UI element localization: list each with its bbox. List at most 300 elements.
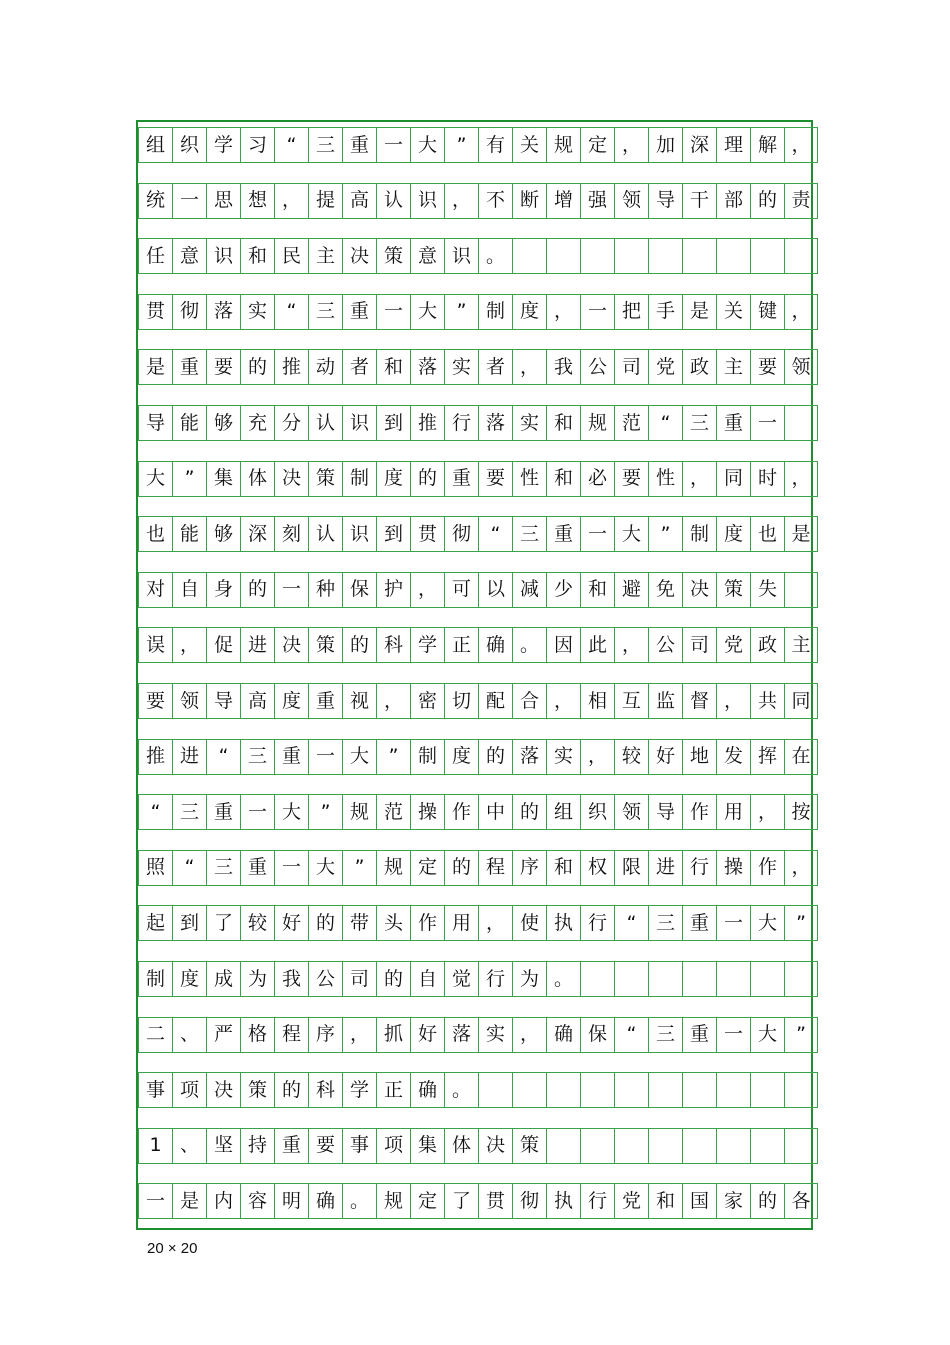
- grid-cell: 重: [682, 905, 716, 941]
- grid-cell: ，: [342, 1017, 376, 1053]
- grid-cell: 策: [376, 238, 410, 274]
- grid-cell: 度: [274, 683, 308, 719]
- grid-cell: 和: [376, 349, 410, 385]
- grid-cell: 决: [342, 238, 376, 274]
- grid-cell: 按: [784, 794, 818, 830]
- grid-cell: 使: [512, 905, 546, 941]
- grid-cell: 1: [138, 1128, 172, 1164]
- grid-cell: 实: [512, 405, 546, 441]
- grid-cell: 行: [580, 1183, 614, 1219]
- grid-cell: 序: [512, 850, 546, 886]
- grid-cell: ”: [342, 850, 376, 886]
- grid-cell: 识: [410, 183, 444, 219]
- grid-cell: 制: [138, 961, 172, 997]
- grid-cell: [512, 238, 546, 274]
- grid-cell: 重: [682, 1017, 716, 1053]
- grid-cell: 制: [342, 461, 376, 497]
- grid-cell: 免: [648, 572, 682, 608]
- grid-cell: 一: [274, 850, 308, 886]
- grid-cell: 身: [206, 572, 240, 608]
- grid-cell: 策: [240, 1072, 274, 1108]
- grid-cell: 度: [172, 961, 206, 997]
- grid-cell: 党: [716, 627, 750, 663]
- grid-cell: “: [648, 405, 682, 441]
- grid-cell: 规: [580, 405, 614, 441]
- grid-cell: 落: [444, 1017, 478, 1053]
- grid-cell: [546, 1072, 580, 1108]
- grid-cell: 的: [750, 1183, 784, 1219]
- grid-cell: [750, 238, 784, 274]
- grid-cell: 定: [410, 850, 444, 886]
- grid-cell: 的: [512, 794, 546, 830]
- grid-cell: 关: [512, 127, 546, 163]
- grid-cell: ，: [784, 127, 818, 163]
- grid-cell: 促: [206, 627, 240, 663]
- grid-cell: ”: [444, 294, 478, 330]
- grid-cell: 有: [478, 127, 512, 163]
- grid-cell: 习: [240, 127, 274, 163]
- grid-cell: 也: [138, 516, 172, 552]
- grid-cell: 大: [308, 850, 342, 886]
- grid-cell: 断: [512, 183, 546, 219]
- grid-cell: 导: [206, 683, 240, 719]
- grid-cell: 作: [444, 794, 478, 830]
- grid-cell: 序: [308, 1017, 342, 1053]
- grid-cell: 识: [444, 238, 478, 274]
- grid-cell: 范: [376, 794, 410, 830]
- grid-cell: 增: [546, 183, 580, 219]
- grid-cell: ，: [376, 683, 410, 719]
- grid-row: [138, 461, 811, 497]
- grid-cell: 三: [308, 294, 342, 330]
- grid-cell: 。: [478, 238, 512, 274]
- grid-cell: 实: [546, 739, 580, 775]
- grid-cell: 决: [478, 1128, 512, 1164]
- grid-cell: 以: [478, 572, 512, 608]
- grid-cell: 加: [648, 127, 682, 163]
- grid-cell: 进: [240, 627, 274, 663]
- grid-cell: 重: [172, 349, 206, 385]
- grid-cell: 了: [444, 1183, 478, 1219]
- grid-cell: 用: [444, 905, 478, 941]
- grid-cell: 是: [682, 294, 716, 330]
- grid-cell: ，: [478, 905, 512, 941]
- grid-cell: 二: [138, 1017, 172, 1053]
- grid-cell: 大: [614, 516, 648, 552]
- grid-cell: 程: [478, 850, 512, 886]
- grid-row: [138, 183, 811, 219]
- grid-cell: 重: [444, 461, 478, 497]
- grid-cell: 领: [614, 794, 648, 830]
- grid-cell: 实: [478, 1017, 512, 1053]
- grid-cell: 好: [274, 905, 308, 941]
- grid-row: [138, 349, 811, 385]
- grid-cell: 重: [308, 683, 342, 719]
- grid-cell: ”: [784, 1017, 818, 1053]
- grid-cell: [546, 238, 580, 274]
- grid-cell: 大: [750, 1017, 784, 1053]
- grid-cell: 时: [750, 461, 784, 497]
- grid-cell: 彻: [512, 1183, 546, 1219]
- grid-cell: ，: [546, 294, 580, 330]
- grid-cell: 同: [784, 683, 818, 719]
- grid-cell: ，: [716, 683, 750, 719]
- grid-cell: 部: [716, 183, 750, 219]
- grid-cell: 项: [376, 1128, 410, 1164]
- grid-cell: 彻: [172, 294, 206, 330]
- grid-cell: 正: [444, 627, 478, 663]
- grid-cell: 成: [206, 961, 240, 997]
- grid-cell: 确: [478, 627, 512, 663]
- grid-cell: [682, 1072, 716, 1108]
- grid-cell: “: [274, 294, 308, 330]
- grid-cell: 监: [648, 683, 682, 719]
- grid-row: [138, 794, 811, 830]
- grid-cell: [784, 1072, 818, 1108]
- grid-cell: 公: [580, 349, 614, 385]
- grid-cell: 地: [682, 739, 716, 775]
- grid-cell: 带: [342, 905, 376, 941]
- grid-cell: 较: [240, 905, 274, 941]
- grid-cell: 统: [138, 183, 172, 219]
- grid-row: [138, 572, 811, 608]
- grid-cell: 同: [716, 461, 750, 497]
- grid-cell: 权: [580, 850, 614, 886]
- grid-cell: 彻: [444, 516, 478, 552]
- grid-cell: 各: [784, 1183, 818, 1219]
- grid-cell: 坚: [206, 1128, 240, 1164]
- grid-cell: ”: [784, 905, 818, 941]
- grid-cell: ，: [784, 461, 818, 497]
- grid-cell: 织: [580, 794, 614, 830]
- grid-cell: 能: [172, 405, 206, 441]
- grid-cell: 切: [444, 683, 478, 719]
- grid-cell: 配: [478, 683, 512, 719]
- grid-cell: “: [138, 794, 172, 830]
- grid-cell: 司: [342, 961, 376, 997]
- grid-cell: [614, 1072, 648, 1108]
- grid-cell: 也: [750, 516, 784, 552]
- grid-cell: 种: [308, 572, 342, 608]
- grid-cell: 作: [682, 794, 716, 830]
- grid-cell: 作: [750, 850, 784, 886]
- grid-cell: 一: [138, 1183, 172, 1219]
- grid-cell: 护: [376, 572, 410, 608]
- grid-cell: 觉: [444, 961, 478, 997]
- grid-cell: 够: [206, 516, 240, 552]
- grid-row: [138, 905, 811, 941]
- grid-cell: 要: [308, 1128, 342, 1164]
- grid-cell: 公: [648, 627, 682, 663]
- grid-cell: 我: [546, 349, 580, 385]
- grid-cell: 格: [240, 1017, 274, 1053]
- grid-cell: 要: [614, 461, 648, 497]
- grid-cell: 大: [138, 461, 172, 497]
- grid-cell: 三: [648, 905, 682, 941]
- grid-cell: 重: [240, 850, 274, 886]
- grid-cell: 提: [308, 183, 342, 219]
- grid-cell: ，: [410, 572, 444, 608]
- grid-cell: 策: [308, 461, 342, 497]
- grid-cell: 政: [750, 627, 784, 663]
- grid-cell: ，: [274, 183, 308, 219]
- grid-cell: 行: [444, 405, 478, 441]
- grid-cell: ”: [444, 127, 478, 163]
- grid-cell: 一: [716, 905, 750, 941]
- grid-cell: 大: [410, 294, 444, 330]
- grid-cell: 好: [410, 1017, 444, 1053]
- grid-cell: 重: [206, 794, 240, 830]
- grid-cell: ，: [784, 294, 818, 330]
- grid-cell: 领: [172, 683, 206, 719]
- grid-cell: 规: [376, 850, 410, 886]
- grid-cell: 充: [240, 405, 274, 441]
- grid-cell: 项: [172, 1072, 206, 1108]
- grid-cell: 推: [138, 739, 172, 775]
- grid-cell: 抓: [376, 1017, 410, 1053]
- grid-cell: 是: [172, 1183, 206, 1219]
- grid-cell: 主: [308, 238, 342, 274]
- grid-cell: 头: [376, 905, 410, 941]
- grid-cell: 持: [240, 1128, 274, 1164]
- grid-cell: [682, 1128, 716, 1164]
- grid-cell: 执: [546, 1183, 580, 1219]
- grid-cell: “: [614, 1017, 648, 1053]
- grid-cell: [478, 1072, 512, 1108]
- grid-row: [138, 1128, 811, 1164]
- grid-cell: 因: [546, 627, 580, 663]
- grid-cell: 要: [138, 683, 172, 719]
- grid-cell: 为: [512, 961, 546, 997]
- grid-cell: 认: [308, 405, 342, 441]
- grid-cell: 落: [512, 739, 546, 775]
- grid-cell: 照: [138, 850, 172, 886]
- grid-cell: 此: [580, 627, 614, 663]
- grid-row: [138, 627, 811, 663]
- grid-cell: [614, 1128, 648, 1164]
- grid-row: [138, 961, 811, 997]
- grid-cell: 确: [410, 1072, 444, 1108]
- grid-cell: 一: [376, 127, 410, 163]
- grid-cell: ，: [512, 349, 546, 385]
- grid-cell: 思: [206, 183, 240, 219]
- grid-cell: 三: [512, 516, 546, 552]
- grid-cell: 自: [172, 572, 206, 608]
- grid-cell: 司: [682, 627, 716, 663]
- grid-cell: 一: [580, 516, 614, 552]
- grid-cell: 高: [342, 183, 376, 219]
- grid-cell: 到: [376, 516, 410, 552]
- grid-cell: 大: [410, 127, 444, 163]
- grid-cell: 意: [172, 238, 206, 274]
- grid-cell: 度: [716, 516, 750, 552]
- grid-cell: 自: [410, 961, 444, 997]
- grid-row: [138, 516, 811, 552]
- grid-row: [138, 683, 811, 719]
- grid-cell: 制: [682, 516, 716, 552]
- grid-cell: 的: [240, 349, 274, 385]
- grid-cell: 正: [376, 1072, 410, 1108]
- grid-cell: 。: [444, 1072, 478, 1108]
- grid-cell: 减: [512, 572, 546, 608]
- grid-cell: 手: [648, 294, 682, 330]
- grid-cell: 程: [274, 1017, 308, 1053]
- grid-cell: 认: [376, 183, 410, 219]
- grid-cell: [716, 238, 750, 274]
- grid-cell: 视: [342, 683, 376, 719]
- grid-cell: 进: [648, 850, 682, 886]
- grid-cell: 要: [206, 349, 240, 385]
- grid-cell: 体: [240, 461, 274, 497]
- grid-cell: 集: [206, 461, 240, 497]
- grid-cell: 和: [648, 1183, 682, 1219]
- grid-cell: 策: [308, 627, 342, 663]
- grid-cell: 领: [614, 183, 648, 219]
- grid-cell: 误: [138, 627, 172, 663]
- grid-cell: 组: [138, 127, 172, 163]
- grid-cell: 我: [274, 961, 308, 997]
- grid-cell: ”: [648, 516, 682, 552]
- grid-cell: 一: [580, 294, 614, 330]
- grid-cell: 可: [444, 572, 478, 608]
- grid-cell: 贯: [410, 516, 444, 552]
- grid-cell: 任: [138, 238, 172, 274]
- grid-row: [138, 294, 811, 330]
- grid-cell: 决: [682, 572, 716, 608]
- grid-cell: 认: [308, 516, 342, 552]
- grid-cell: 三: [648, 1017, 682, 1053]
- grid-cell: 刻: [274, 516, 308, 552]
- grid-cell: 一: [716, 1017, 750, 1053]
- grid-cell: 体: [444, 1128, 478, 1164]
- grid-cell: 重: [342, 127, 376, 163]
- grid-row: [138, 1183, 811, 1219]
- grid-cell: 党: [648, 349, 682, 385]
- grid-cell: 策: [512, 1128, 546, 1164]
- grid-cell: 的: [240, 572, 274, 608]
- grid-cell: 的: [274, 1072, 308, 1108]
- grid-cell: 发: [716, 739, 750, 775]
- grid-cell: [648, 1072, 682, 1108]
- grid-cell: 用: [716, 794, 750, 830]
- grid-cell: 进: [172, 739, 206, 775]
- grid-cell: 到: [172, 905, 206, 941]
- grid-cell: 三: [308, 127, 342, 163]
- grid-cell: 干: [682, 183, 716, 219]
- grid-cell: 在: [784, 739, 818, 775]
- grid-cell: 集: [410, 1128, 444, 1164]
- grid-cell: 的: [750, 183, 784, 219]
- grid-cell: 三: [240, 739, 274, 775]
- grid-cell: 民: [274, 238, 308, 274]
- grid-cell: 好: [648, 739, 682, 775]
- grid-cell: 确: [308, 1183, 342, 1219]
- grid-cell: 不: [478, 183, 512, 219]
- grid-cell: 科: [308, 1072, 342, 1108]
- grid-cell: 重: [716, 405, 750, 441]
- grid-cell: 者: [342, 349, 376, 385]
- grid-cell: 国: [682, 1183, 716, 1219]
- grid-cell: 行: [478, 961, 512, 997]
- grid-cell: 挥: [750, 739, 784, 775]
- grid-cell: 组: [546, 794, 580, 830]
- grid-cell: ，: [614, 627, 648, 663]
- grid-cell: [784, 405, 818, 441]
- grid-cell: 合: [512, 683, 546, 719]
- grid-cell: 决: [206, 1072, 240, 1108]
- grid-cell: 规: [376, 1183, 410, 1219]
- grid-cell: 科: [376, 627, 410, 663]
- grid-cell: [750, 1072, 784, 1108]
- grid-cell: “: [274, 127, 308, 163]
- grid-cell: 推: [410, 405, 444, 441]
- grid-cell: 重: [546, 516, 580, 552]
- grid-cell: 的: [342, 627, 376, 663]
- grid-cell: ，: [750, 794, 784, 830]
- grid-cell: [784, 572, 818, 608]
- grid-cell: 责: [784, 183, 818, 219]
- grid-cell: 、: [172, 1128, 206, 1164]
- grid-cell: 到: [376, 405, 410, 441]
- grid-cell: [546, 1128, 580, 1164]
- grid-cell: 策: [716, 572, 750, 608]
- grid-cell: 想: [240, 183, 274, 219]
- grid-cell: 导: [138, 405, 172, 441]
- grid-cell: 大: [342, 739, 376, 775]
- grid-cell: ，: [614, 127, 648, 163]
- grid-cell: [580, 1072, 614, 1108]
- grid-cell: 和: [546, 461, 580, 497]
- grid-cell: 定: [410, 1183, 444, 1219]
- grid-cell: 推: [274, 349, 308, 385]
- grid-cell: “: [478, 516, 512, 552]
- grid-cell: 度: [376, 461, 410, 497]
- grid-cell: 三: [206, 850, 240, 886]
- grid-cell: 和: [546, 850, 580, 886]
- grid-cell: [716, 961, 750, 997]
- grid-cell: 度: [512, 294, 546, 330]
- grid-cell: “: [614, 905, 648, 941]
- grid-cell: [682, 961, 716, 997]
- grid-cell: ，: [546, 683, 580, 719]
- grid-cell: 的: [478, 739, 512, 775]
- grid-cell: 决: [274, 627, 308, 663]
- grid-cell: 起: [138, 905, 172, 941]
- grid-cell: [682, 238, 716, 274]
- grid-cell: 强: [580, 183, 614, 219]
- grid-cell: ，: [444, 183, 478, 219]
- grid-cell: 确: [546, 1017, 580, 1053]
- grid-cell: 避: [614, 572, 648, 608]
- grid-cell: 重: [274, 1128, 308, 1164]
- grid-cell: 深: [682, 127, 716, 163]
- grid-cell: [648, 1128, 682, 1164]
- grid-cell: 一: [376, 294, 410, 330]
- grid-cell: 贯: [138, 294, 172, 330]
- grid-cell: 司: [614, 349, 648, 385]
- grid-cell: 为: [240, 961, 274, 997]
- grid-cell: [750, 961, 784, 997]
- grid-cell: 操: [716, 850, 750, 886]
- grid-cell: 的: [308, 905, 342, 941]
- grid-row: [138, 405, 811, 441]
- grid-cell: 严: [206, 1017, 240, 1053]
- grid-row: [138, 127, 811, 163]
- grid-cell: 者: [478, 349, 512, 385]
- grid-cell: ，: [580, 739, 614, 775]
- grid-cell: [580, 1128, 614, 1164]
- grid-cell: 贯: [478, 1183, 512, 1219]
